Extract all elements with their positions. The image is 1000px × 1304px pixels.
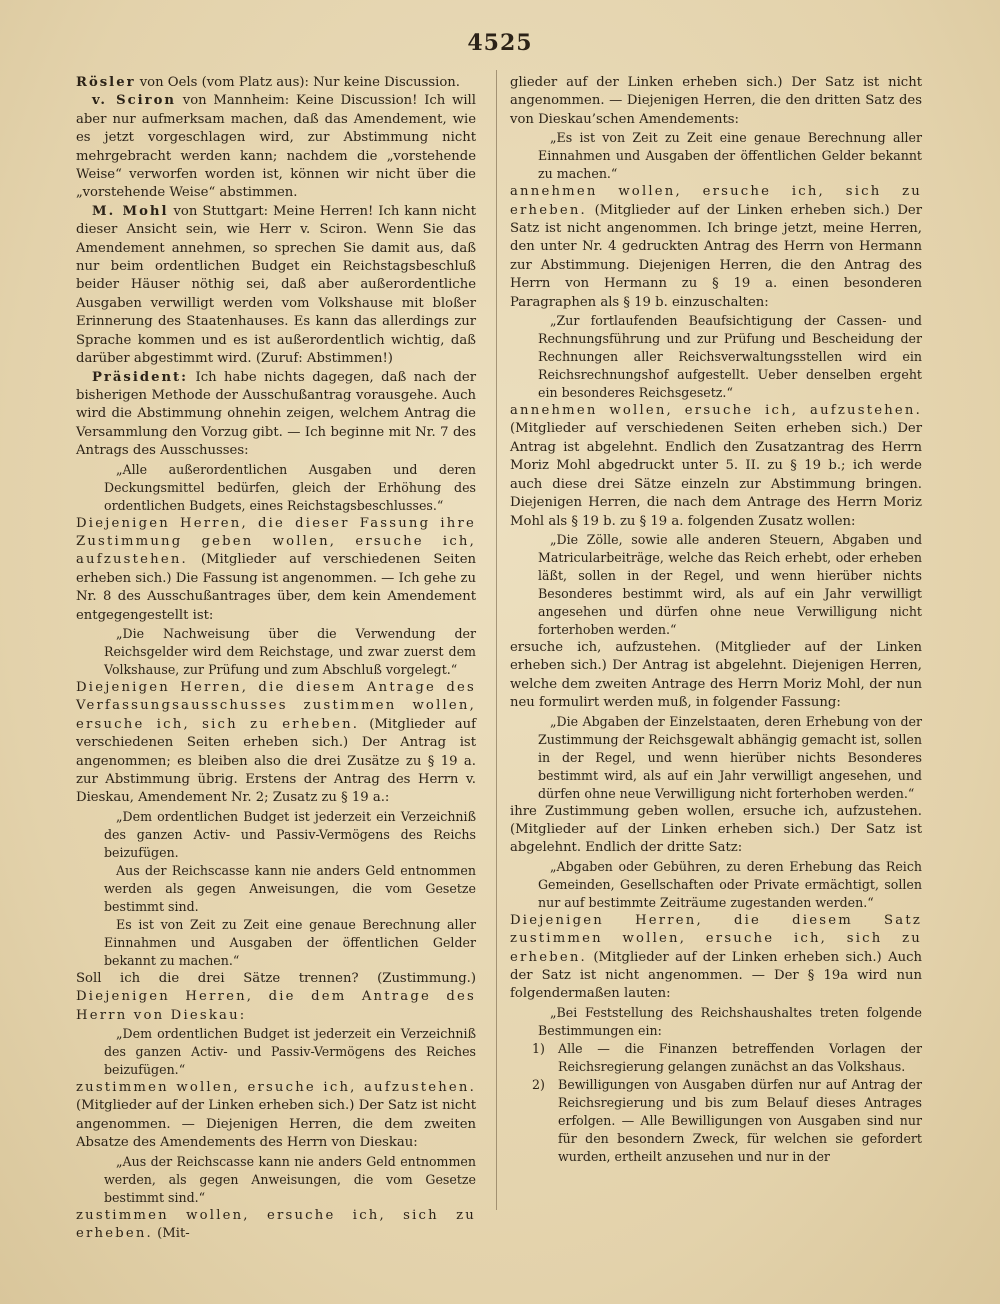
quoted-text: „Es ist von Zeit zu Zeit eine genaue Berechnung aller Einnahmen und Ausgaben der öffentlichen Gelder bekannt zu machen.“ (538, 130, 922, 182)
speaker-name: Rösler (76, 75, 136, 90)
spaced-text: annehmen wollen, ersuche ich, sich zu erheben. (510, 184, 922, 218)
paragraph (510, 912, 922, 1004)
quoted-text: Aus der Reichscasse kann nie anders Geld entnommen werden als gegen Anweisungen, die vom Gesetze bestimmt sind. (104, 862, 476, 914)
speaker-name: Präsident: (92, 369, 189, 385)
quoted-text: „Abgaben oder Gebühren, zu deren Erhebung das Reich Gemeinden, Gesellschaften oder Private ermächtigt, sollen nur auf bestimmte Zeiträume zugestanden werden.“ (538, 858, 922, 910)
spaced-text: annehmen wollen, ersuche ich, aufzustehen. (510, 403, 922, 419)
column-divider (496, 70, 497, 1210)
paragraph: ersuche ich, aufzustehen. (Mitglieder auf der Linken erheben sich.) Der Antrag ist abgelehnt. Diejenigen Herren, welche dem zweiten Antrage des Herrn Moriz Mohl, der nun neu formulirt werden muß, in folgender Fassung: (510, 639, 922, 711)
paragraph (76, 369, 476, 461)
speech-text: (Mitglieder auf der Linken erheben sich.) Auch der Satz ist nicht angenommen. — Der § 19a wird nun folgendermaßen lauten: (510, 949, 922, 1002)
speech-text: (Mit- (152, 1226, 190, 1242)
spaced-text: Diejenigen Herren, die diesem Antrage des Verfassungsausschusses zustimmen wollen, ersuche ich, sich zu erheben. (76, 679, 476, 732)
speaker-name: M. Mohl (92, 203, 169, 219)
quoted-text: „Zur fortlaufenden Beaufsichtigung der Cassen- und Rechnungsführung und zur Prüfung und Bescheidung der Rechnungen aller Reichsverwaltungsstellen wird ein Reichsrechnungshof aufgestellt. Ueber denselben ergeht ein besonderes Reichsgesetz.“ (538, 313, 922, 401)
list-item (510, 1076, 922, 1166)
spaced-text: zustimmen wollen, ersuche ich, aufzustehen. (76, 1080, 476, 1096)
spaced-text: Diejenigen Herren, die dem Antrage des Herrn von Dieskau: (76, 989, 476, 1023)
speech-text: von Oels (vom Platz aus): Nur keine Discussion. (135, 75, 460, 90)
speech-text: (Mitglieder auf der Linken erheben sich.) Der Satz ist nicht angenommen. Ich bringe jetzt, meine Herren, den unter Nr. 4 gedruckten Antrag des Herrn von Hermann zur Abstimmung. Diejenigen Herren, die den Antrag des Herrn von Hermann zu § 19 a. einen besonderen Paragraphen als § 19 b. einzuschalten: (510, 202, 922, 310)
quoted-text: „Alle außerordentlichen Ausgaben und deren Deckungsmittel bedürfen, gleich der Erhöhung des ordentlichen Budgets, eines Reichstagsbeschlusses.“ (104, 461, 476, 513)
paragraph (76, 74, 476, 92)
spaced-text: Diejenigen Herren, die dieser Fassung ihre Zustimmung geben wollen, ersuche ich, aufzustehen. (76, 515, 476, 568)
speech-text: (Mitglieder auf verschiedenen Seiten erheben sich.) Die Fassung ist angenommen. — Ich gehe zu Nr. 8 des Ausschußantrages über, dem kein Amendement entgegengestellt ist: (76, 552, 476, 623)
paragraph (76, 92, 476, 202)
paragraph (76, 1079, 476, 1153)
paragraph (76, 203, 476, 369)
paragraph (76, 515, 476, 625)
paragraph: glieder auf der Linken erheben sich.) Der Satz ist nicht angenommen. — Diejenigen Herren, die den dritten Satz des von Dieskau’schen Amendements: (510, 75, 922, 127)
spaced-text: zustimmen wollen, ersuche ich, sich zu erheben. (76, 1207, 476, 1242)
quoted-text: „Bei Feststellung des Reichshaushaltes treten folgende Bestimmungen ein: (538, 1004, 922, 1038)
speech-text: (Mitglieder auf verschiedenen Seiten erheben sich.) Der Antrag ist angenommen; es bleiben also die drei Zusätze zu § 19 a. zur Abstimmung übrig. Erstens der Antrag des Herrn v. Dieskau, Amendement Nr. 2; Zusatz zu § 19 a.: (76, 716, 476, 806)
quoted-text: „Dem ordentlichen Budget ist jederzeit ein Verzeichniß des ganzen Activ- und Passiv-Vermögens des Reiches beizufügen.“ (104, 1026, 476, 1078)
paragraph (76, 970, 476, 1025)
speech-text: Soll ich die drei Sätze trennen? (Zustimmung.) (76, 970, 476, 986)
page-number: 4525 (467, 30, 533, 56)
quoted-text: „Dem ordentlichen Budget ist jederzeit ein Verzeichniß des ganzen Activ- und Passiv-Vermögens des Reichs beizufügen. (104, 808, 476, 860)
left-column (76, 74, 476, 1243)
quoted-text: „Die Zölle, sowie alle anderen Steuern, Abgaben und Matricularbeiträge, welche das Reich erhebt, oder erheben läßt, sollen in der Regel, und wenn hierüber nichts Besonderes bestimmt wird, als auf ein Jahr verwilligt angesehen und dürfen ohne neue Verwilligung nicht forterhoben werden.“ (538, 531, 922, 637)
quoted-text: Es ist von Zeit zu Zeit eine genaue Berechnung aller Einnahmen und Ausgaben der öffentlichen Gelder bekannt zu machen.“ (104, 916, 476, 968)
right-column (510, 74, 922, 1166)
speech-text: von Mannheim: Keine Discussion! Ich will aber nur aufmerksam machen, daß das Amendement, wie es jetzt vorgeschlagen wird, zur Abstimmung nicht mehrgebracht werden kann; nachdem die „vorstehende Weise“ verworfen worden ist, können wir nicht über die „vorstehende Weise“ abstimmen. (76, 93, 476, 201)
paragraph (510, 402, 922, 531)
list-item (510, 1040, 922, 1076)
list-text: Alle — die Finanzen betreffenden Vorlagen der Reichsregierung gelangen zunächst an das Volkshaus. (558, 1040, 922, 1074)
paragraph (76, 679, 476, 808)
list-text: Bewilligungen von Ausgaben dürfen nur auf Antrag der Reichsregierung und bis zum Belauf dieses Antrages erfolgen. — Alle Bewilligungen von Ausgaben sind nur für den besondern Zweck, für welchen sie gefordert wurden, ertheilt anzusehen und nur in der (558, 1076, 922, 1164)
paragraph (76, 1207, 476, 1244)
quoted-text: „Aus der Reichscasse kann nie anders Geld entnommen werden, als gegen Anweisungen, die vom Gesetze bestimmt sind.“ (104, 1153, 476, 1205)
quoted-text: „Die Abgaben der Einzelstaaten, deren Erhebung von der Zustimmung der Reichsgewalt abhängig gemacht ist, sollen in der Regel, und wenn hierüber nichts Besonderes bestimmt wird, als auf ein Jahr verwilligt angesehen, und dürfen ohne neue Verwilligung nicht forterhoben werden.“ (538, 713, 922, 801)
speech-text: (Mitglieder auf verschiedenen Seiten erheben sich.) Der Antrag ist abgelehnt. Endlich den Zusatzantrag des Herrn Moriz Mohl abgedruckt unter 5. II. zu § 19 b.; ich werde auch diese drei Sätze einzeln zur Abstimmung bringen. Diejenigen Herren, die nach dem Antrage des Herrn Moriz Mohl als § 19 b. zu § 19 a. folgenden Zusatz wollen: (510, 421, 922, 529)
list-number: 1) (532, 1040, 545, 1056)
paragraph (510, 183, 922, 312)
paragraph: ihre Zustimmung geben wollen, ersuche ich, aufzustehen. (Mitglieder auf der Linken erheben sich.) Der Satz ist abgelehnt. Endlich der dritte Satz: (510, 803, 922, 856)
list-number: 2) (532, 1076, 545, 1092)
speech-text: (Mitglieder auf der Linken erheben sich.) Der Satz ist nicht angenommen. — Diejenigen Herren, die dem zweiten Absatze des Amendements des Herrn von Dieskau: (76, 1098, 476, 1151)
spaced-text: Diejenigen Herren, die diesem Satz zustimmen wollen, ersuche ich, sich zu erheben. (510, 912, 922, 965)
speech-text: Ich habe nichts dagegen, daß nach der bisherigen Methode der Ausschußantrag vorausgehe. Auch wird die Abstimmung ohnehin zeigen, welchem Antrag die Versammlung den Vorzug gibt. — Ich beginne mit Nr. 7 des Antrags des Ausschusses: (76, 369, 476, 459)
quoted-text: „Die Nachweisung über die Verwendung der Reichsgelder wird dem Reichstage, und zwar zuerst dem Volkshause, zur Prüfung und zum Abschluß vorgelegt.“ (104, 625, 476, 677)
numbered-list (510, 1040, 922, 1166)
speech-text: von Stuttgart: Meine Herren! Ich kann nicht dieser Ansicht sein, wie Herr v. Sciron. Wenn Sie das Amendement annehmen, so sprechen Sie damit aus, daß nur beim ordentlichen Budget ein Reichstagsbeschluß beider Häuser nöthig sei, daß aber außerordentliche Ausgaben verwilligt werden vom Volkshause mit bloßer Erinnerung des Staatenhauses. Es kann das allerdings zur Sprache kommen und es ist außerordentlich wichtig, daß darüber abgestimmt wird. (Zuruf: Abstimmen!) (76, 203, 476, 367)
speaker-name: v. Sciron (92, 93, 176, 109)
